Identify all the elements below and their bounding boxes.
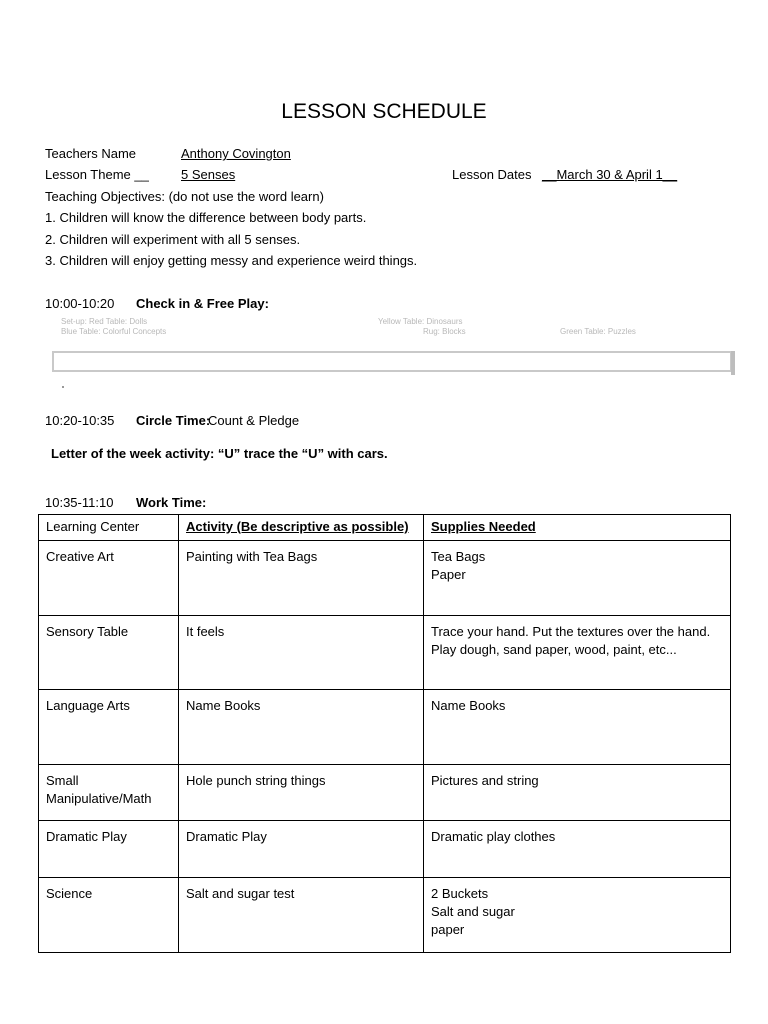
- work-time: 10:35-11:10: [45, 495, 114, 510]
- objectives-heading: Teaching Objectives: (do not use the word learn): [45, 189, 324, 204]
- supplies-cell: 2 Buckets Salt and sugar paper: [424, 878, 731, 953]
- center-cell: Science: [39, 878, 179, 953]
- circle-detail: Count & Pledge: [208, 413, 300, 428]
- supplies-cell: Dramatic play clothes: [424, 821, 731, 878]
- objective-item: 2. Children will experiment with all 5 senses.: [45, 232, 301, 247]
- letter-activity: Letter of the week activity: “U” trace the “U” with cars.: [51, 446, 388, 461]
- supplies-cell: Pictures and string: [424, 765, 731, 821]
- activity-cell: Hole punch string things: [179, 765, 424, 821]
- header-supplies: Supplies Needed: [424, 515, 731, 541]
- faint-note: Rug: Blocks: [423, 327, 466, 336]
- work-label: Work Time:: [136, 495, 207, 510]
- activity-cell: Dramatic Play: [179, 821, 424, 878]
- faint-note: Yellow Table: Dinosaurs: [378, 317, 463, 326]
- objective-item: 3. Children will enjoy getting messy and experience weird things.: [45, 253, 418, 268]
- header-learning-center: Learning Center: [39, 515, 179, 541]
- center-cell: Sensory Table: [39, 616, 179, 690]
- dates-label: Lesson Dates: [452, 167, 532, 182]
- activity-cell: It feels: [179, 616, 424, 690]
- objective-item: 1. Children will know the difference between body parts.: [45, 210, 367, 225]
- center-cell: Small Manipulative/Math: [39, 765, 179, 821]
- table-row: [39, 690, 731, 765]
- theme-label: Lesson Theme __: [45, 167, 149, 182]
- activity-cell: Name Books: [179, 690, 424, 765]
- center-cell: Creative Art: [39, 541, 179, 616]
- learning-centers-table: [38, 514, 731, 953]
- faint-note: Green Table: Puzzles: [560, 327, 636, 336]
- faint-note: Blue Table: Colorful Concepts: [61, 327, 167, 336]
- circle-label: Circle Time:: [136, 413, 211, 428]
- teacher-label: Teachers Name: [45, 146, 137, 161]
- faint-note: Set-up: Red Table: Dolls: [61, 317, 148, 326]
- activity-cell: Painting with Tea Bags: [179, 541, 424, 616]
- text-box-shadow: [731, 351, 735, 375]
- checkin-time: 10:00-10:20: [45, 296, 115, 311]
- stray-mark: [62, 386, 64, 388]
- dates-value: __March 30 & April 1__: [542, 167, 678, 182]
- table-row: [39, 616, 731, 690]
- table-header-row: [39, 515, 731, 541]
- table-row: [39, 878, 731, 953]
- theme-value: 5 Senses: [181, 167, 236, 182]
- center-cell: Dramatic Play: [39, 821, 179, 878]
- page-title: LESSON SCHEDULE: [281, 100, 487, 123]
- supplies-cell: Tea Bags Paper: [424, 541, 731, 616]
- teacher-name: Anthony Covington: [181, 146, 291, 161]
- center-cell: Language Arts: [39, 690, 179, 765]
- header-activity: Activity (Be descriptive as possible): [179, 515, 424, 541]
- table-row: [39, 821, 731, 878]
- empty-text-box: [52, 351, 732, 372]
- checkin-label: Check in & Free Play:: [136, 296, 269, 311]
- table-row: [39, 765, 731, 821]
- supplies-cell: Name Books: [424, 690, 731, 765]
- circle-time: 10:20-10:35: [45, 413, 115, 428]
- supplies-cell: Trace your hand. Put the textures over the hand. Play dough, sand paper, wood, paint, etc...: [424, 616, 731, 690]
- table-row: [39, 541, 731, 616]
- activity-cell: Salt and sugar test: [179, 878, 424, 953]
